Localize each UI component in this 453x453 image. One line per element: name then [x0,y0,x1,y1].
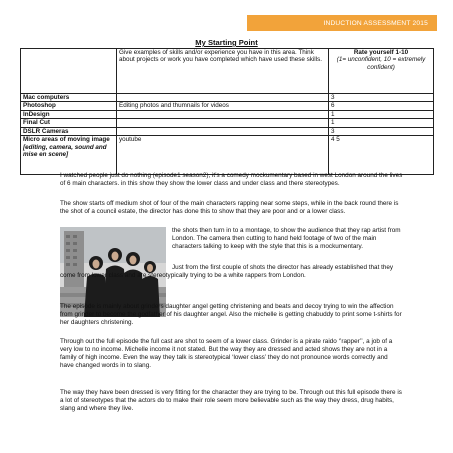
skill-cell: Mac computers [21,94,117,102]
essay-paragraph-2: The show starts off medium shot of four of the main characters rapping near some steps, while in the back round there is the shot of a council estate, the director has done this to show that they are poor and or a lower class. [60,200,399,216]
skill-cell: DSLR Cameras [21,127,117,135]
skill-cell: Final Cut [21,119,117,127]
rating-cell: 4 5 [329,136,434,175]
essay-paragraph-1: I watched people just do nothing (episode1 season2), it’s a comedy mockumentary based in west London around the lives of 6 main characters. in this show they show the lower class and under class and there stereotypes. [60,172,403,188]
skill-cell: InDesign [21,110,117,118]
table-row [21,94,434,102]
header-rating-cell [329,49,434,94]
rating-cell: 1 [329,119,434,127]
rating-cell: 1 [329,110,434,118]
skills-table [20,48,434,175]
example-cell [117,94,329,102]
essay-paragraph-3: the shots then turn in to a montage, to show the audience that they rap artist from London. The camera then cutting to hand held footage of two of the main characters talking to keep with the style that this is a mockumentary. [172,227,401,251]
essay-paragraph-7: The way they have been dressed is very fitting for the character they are trying to be. Through out this full episode there is a lot of stereotypes that the actors do to make their role seem more believable such as the way they dress, drug habits, slang and where they live. [60,389,402,413]
rating-cell: 3 [329,94,434,102]
skill-detail: [editing, camera, sound and mise en scene] [23,143,107,158]
header-blank-cell [21,49,117,94]
rate-subtitle: (1= unconfident, 10 = extremely confident) [336,56,426,71]
example-cell [117,110,329,118]
essay-paragraph-4: Just from the first couple of shots the director has already established that they come from lower class and are stereotypically trying to be a white rappers from London. [60,264,394,280]
essay-paragraph-5: The episode is mainly about grinders daughter angel getting christening and beats and decoy trying to win the affection from grinder to become the godfather of his daughter angel. Also the michelle is getting chabuddy to print some t-shirts for her daughters christening. [60,303,402,327]
example-cell [117,127,329,135]
table-row [21,127,434,135]
table-row [21,119,434,127]
rating-cell: 6 [329,102,434,110]
table-header-row [21,49,434,94]
header-examples-cell: Give examples of skills and/or experience you have in this area. Think about projects or work you have completed which have used these skills. [117,49,329,94]
rating-cell: 3 [329,127,434,135]
example-cell: Editing photos and thumnails for videos [117,102,329,110]
skill-label: Micro areas of moving image [23,136,110,144]
table-row [21,110,434,118]
table-row [21,102,434,110]
table-row [21,136,434,175]
skill-cell: Photoshop [21,102,117,110]
rate-title: Rate yourself 1-10 [353,49,409,56]
example-cell: youtube [117,136,329,175]
example-cell [117,119,329,127]
skill-cell [21,136,117,175]
header-banner: INDUCTION ASSESSMENT 2015 [247,15,437,31]
essay-paragraph-6: Through out the full episode the full cast are shot to seem of a lower class. Grinder is a pirate raido ‘’rapper’’, a job of a very low to no income. Michelle income it not stated. But the way they are dressed and acted shows they are not in a family of high income. Even the way they talk is stereotypical ‘lower class’ they do not pronounce words correctly and have changed words in to slang. [60,338,393,370]
page-title: My Starting Point [195,38,258,47]
